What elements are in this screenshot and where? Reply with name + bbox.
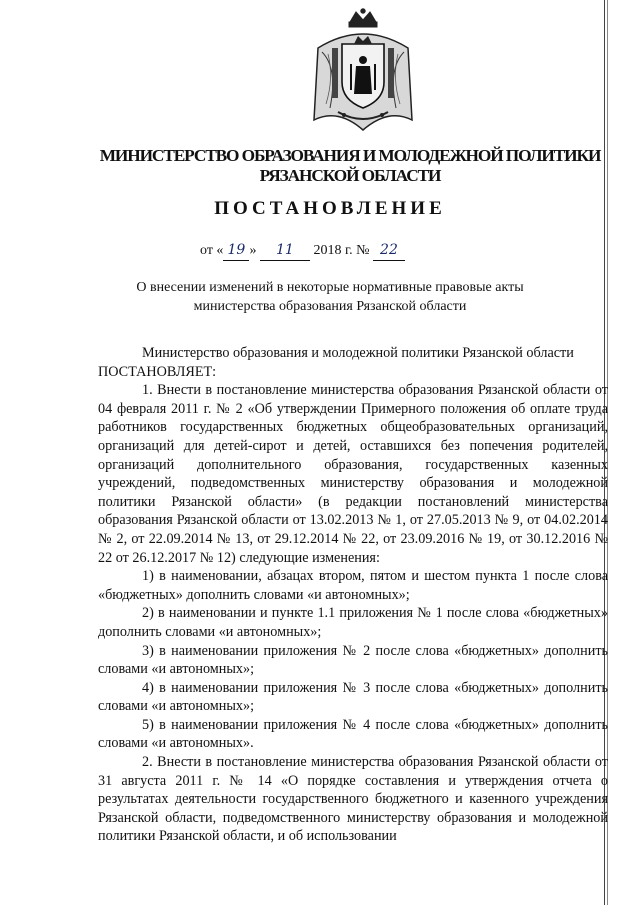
resolves-heading: ПОСТАНОВЛЯЕТ:	[98, 363, 217, 380]
subject-line1: О внесении изменений в некоторые нормативные правовые акты	[136, 280, 524, 295]
date-number-line	[200, 240, 500, 261]
subitem-4-paragraph: 4) в наименовании приложения № 3 после слова «бюджетных» дополнить словами «и автономных»;	[98, 679, 608, 715]
subitem-1-paragraph: 1) в наименовании, абзацах втором, пятом и шестом пункта 1 после слова «бюджетных» дополнить словами «и автономных»;	[98, 568, 608, 603]
item-1-paragraph: 1. Внести в постановление министерства образования Рязанской области от 04 февраля 2011 г. № 2 «Об утверждении Примерного положения об оплате труда работников государственных бюджетных общеобразовательных организаций, организаций для детей-сирот и детей, оставшихся без попечения родителей, организаций дополнительного образования, государственных казенных учреждений, подведомственных министерству образования и молодежной политики Рязанской области» (в редакции постановлений министерства образования Рязанской области от 13.02.2013 № 1, от 27.05.2013 № 9, от 04.02.2014 № 2, от 22.09.2014 № 13, от 29.12.2014 № 22, от 23.09.2016 № 19, от 30.12.2016 № 22 от 26.12.2017 № 12) следующие изменения:	[98, 382, 608, 566]
document-subject	[130, 278, 530, 316]
subitem-2-paragraph: 2) в наименовании и пункте 1.1 приложения № 1 после слова «бюджетных» дополнить словами «и автономных»;	[98, 605, 608, 640]
handwritten-day: 19	[223, 240, 249, 261]
preamble-paragraph: Министерство образования и молодежной политики Рязанской области	[142, 345, 574, 361]
handwritten-month: 11	[260, 240, 310, 261]
subject-line2: министерства образования Рязанской области	[193, 299, 467, 314]
date-mid: »	[249, 243, 257, 258]
document-type-title: ПОСТАНОВЛЕНИЕ	[214, 198, 446, 219]
coat-of-arms-emblem	[308, 8, 418, 136]
ministry-name-line1: МИНИСТЕРСТВО ОБРАЗОВАНИЯ И МОЛОДЕЖНОЙ ПОЛИТИКИ	[99, 146, 601, 165]
item-2-paragraph: 2. Внести в постановление министерства образования Рязанской области от 31 августа 2011 г. № 14 «О порядке составления и утверждения отчета о результатах деятельности государственного бюджетного и казенного учреждения Рязанской области, подведомственного министерству образования и молодежной политики Рязанской области, и об использовании	[98, 754, 608, 845]
subitem-5-paragraph: 5) в наименовании приложения № 4 после слова «бюджетных» дополнить словами «и автономных».	[98, 716, 608, 752]
document-body	[98, 344, 608, 846]
ministry-name	[90, 146, 610, 186]
date-year-text: 2018 г. №	[313, 243, 370, 258]
handwritten-number: 22	[373, 240, 405, 261]
ministry-name-line2: РЯЗАНСКОЙ ОБЛАСТИ	[259, 166, 441, 185]
subitem-3-paragraph: 3) в наименовании приложения № 2 после слова «бюджетных» дополнить словами «и автономных»;	[98, 642, 608, 678]
date-prefix: от «	[200, 243, 224, 258]
